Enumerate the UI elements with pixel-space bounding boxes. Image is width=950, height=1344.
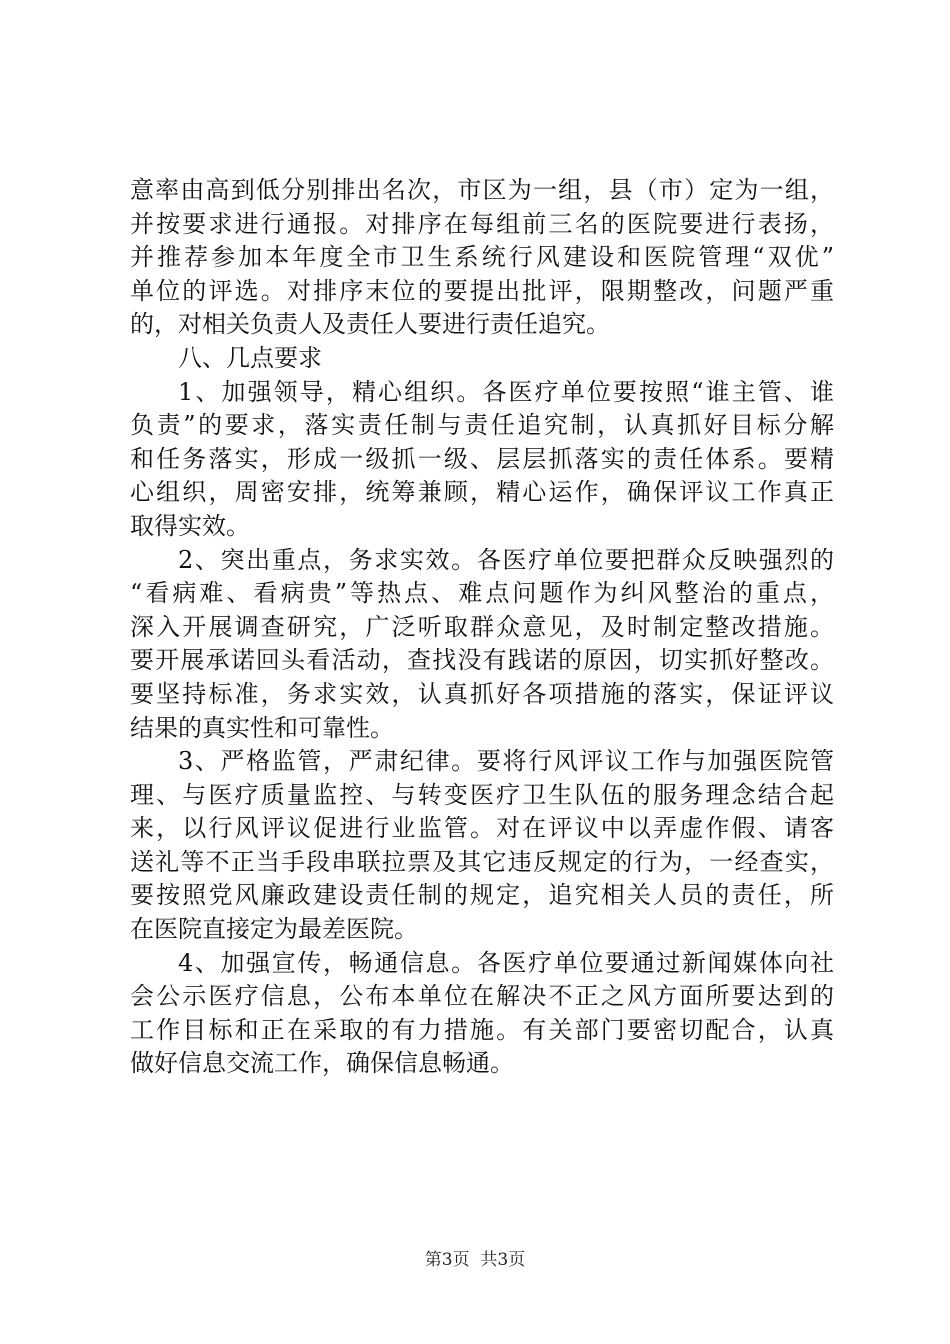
page-footer: 第3页 共3页 bbox=[424, 1250, 526, 1270]
text-line: 2、突出重点，务求实效。各医疗单位要把群众反映强烈的 bbox=[178, 545, 834, 574]
text-line: 要开展承诺回头看活动，查找没有践诺的原因，切实抓好整改。 bbox=[130, 646, 834, 675]
text-line: 4、加强宣传，畅通信息。各医疗单位要通过新闻媒体向社 bbox=[178, 948, 834, 977]
text-line: 会公示医疗信息，公布本单位在解决不正之风方面所要达到的 bbox=[130, 982, 834, 1011]
text-line: 要按照党风廉政建设责任制的规定，追究相关人员的责任，所 bbox=[130, 881, 834, 910]
text-line: 负责”的要求，落实责任制与责任追究制，认真抓好目标分解 bbox=[130, 411, 834, 440]
text-line: 并按要求进行通报。对排序在每组前三名的医院要进行表扬， bbox=[130, 209, 834, 238]
text-line: 意率由高到低分别排出名次，市区为一组，县（市）定为一组， bbox=[130, 176, 834, 204]
text-line: 3、严格监管，严肃纪律。要将行风评议工作与加强医院管 bbox=[178, 747, 834, 776]
text-line: “看病难、看病贵”等热点、难点问题作为纠风整治的重点， bbox=[130, 579, 834, 608]
text-line: 心组织，周密安排，统筹兼顾，精心运作，确保评议工作真正 bbox=[130, 478, 834, 507]
text-line: 工作目标和正在采取的有力措施。有关部门要密切配合，认真 bbox=[130, 1015, 834, 1044]
text-line: 理、与医疗质量监控、与转变医疗卫生队伍的服务理念结合起 bbox=[130, 780, 834, 809]
text-line: 并推荐参加本年度全市卫生系统行风建设和医院管理“双优” bbox=[130, 243, 834, 272]
text-line: 送礼等不正当手段串联拉票及其它违反规定的行为，一经查实， bbox=[130, 847, 834, 876]
text-line: 的，对相关负责人及责任人要进行责任追究。 bbox=[130, 310, 610, 339]
text-line: 做好信息交流工作，确保信息畅通。 bbox=[130, 1049, 514, 1078]
text-line: 在医院直接定为最差医院。 bbox=[130, 915, 418, 944]
document-body bbox=[130, 174, 834, 1081]
text-line: 八、几点要求 bbox=[178, 343, 322, 372]
text-line: 结果的真实性和可靠性。 bbox=[130, 713, 394, 742]
text-line: 单位的评选。对排序末位的要提出批评，限期整改，问题严重 bbox=[130, 276, 834, 305]
text-line: 来，以行风评议促进行业监管。对在评议中以弄虚作假、请客 bbox=[130, 814, 834, 843]
text-line: 和任务落实，形成一级抓一级、层层抓落实的责任体系。要精 bbox=[130, 444, 834, 473]
text-line: 取得实效。 bbox=[130, 511, 250, 540]
text-line: 要坚持标准，务求实效，认真抓好各项措施的落实，保证评议 bbox=[130, 679, 834, 708]
text-line: 深入开展调查研究，广泛听取群众意见，及时制定整改措施。 bbox=[130, 612, 834, 641]
text-line: 1、加强领导，精心组织。各医疗单位要按照“谁主管、谁 bbox=[178, 377, 834, 406]
